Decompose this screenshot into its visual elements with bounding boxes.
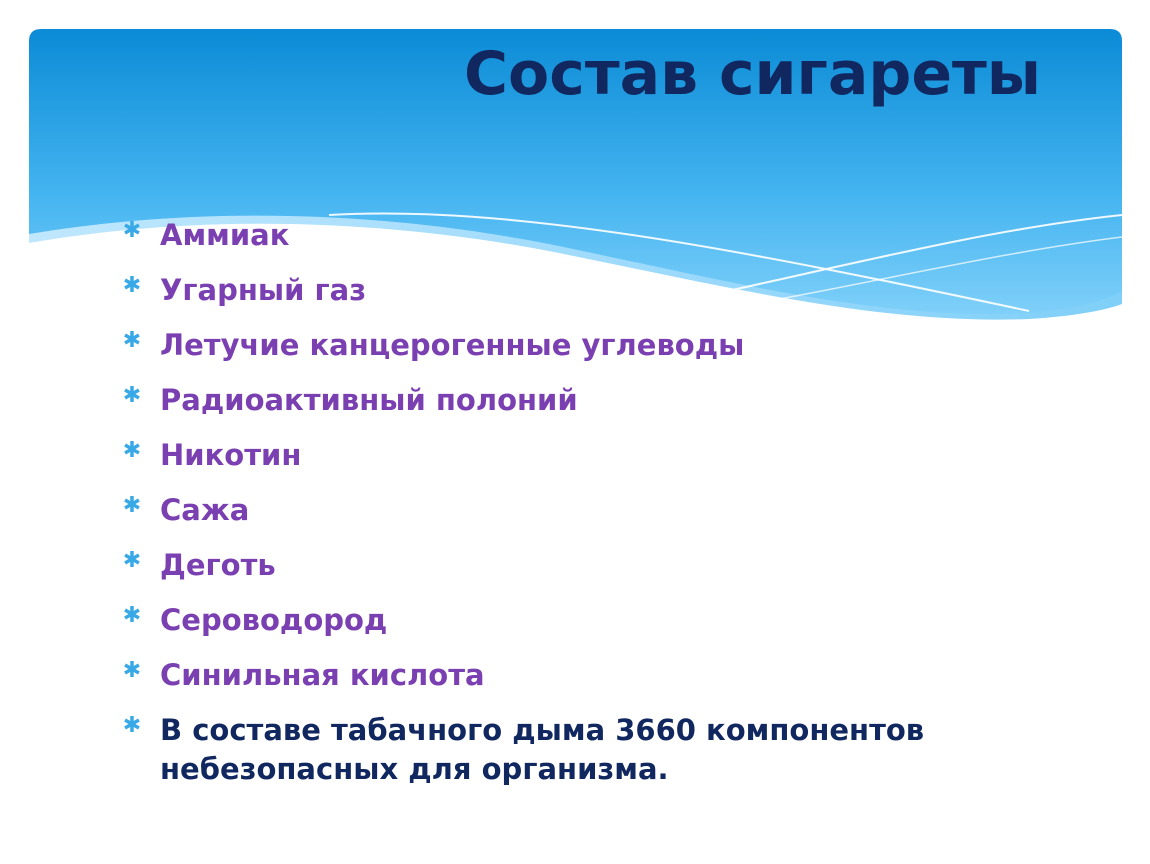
list-item-text: Угарный газ bbox=[160, 273, 367, 307]
title-area bbox=[0, 0, 1150, 120]
composition-list bbox=[122, 218, 1122, 810]
summary-text: В составе табачного дыма 3660 компонентов небезопасных для организма. bbox=[160, 713, 925, 786]
asterisk-bullet-icon: ✱ bbox=[122, 383, 142, 408]
list-item bbox=[122, 438, 1122, 472]
list-item bbox=[122, 218, 1122, 252]
asterisk-bullet-icon: ✱ bbox=[122, 713, 142, 738]
list-item-text: Радиоактивный полоний bbox=[160, 383, 578, 417]
asterisk-bullet-icon: ✱ bbox=[122, 328, 142, 353]
list-item-text: Сероводород bbox=[160, 603, 388, 637]
list-item bbox=[122, 658, 1122, 692]
list-item bbox=[122, 548, 1122, 582]
summary-list-item bbox=[122, 711, 940, 789]
list-item-text: Аммиак bbox=[160, 218, 290, 252]
asterisk-bullet-icon: ✱ bbox=[122, 273, 142, 298]
list-item bbox=[122, 603, 1122, 637]
list-item-text: Деготь bbox=[160, 548, 276, 582]
list-item bbox=[122, 383, 1122, 417]
list-item-text: Синильная кислота bbox=[160, 658, 485, 692]
list-item bbox=[122, 273, 1122, 307]
asterisk-bullet-icon: ✱ bbox=[122, 603, 142, 628]
asterisk-bullet-icon: ✱ bbox=[122, 218, 142, 243]
asterisk-bullet-icon: ✱ bbox=[122, 438, 142, 463]
list-item bbox=[122, 493, 1122, 527]
asterisk-bullet-icon: ✱ bbox=[122, 658, 142, 683]
asterisk-bullet-icon: ✱ bbox=[122, 548, 142, 573]
list-item-text: Никотин bbox=[160, 438, 302, 472]
list-item-text: Летучие канцерогенные углеводы bbox=[160, 328, 745, 362]
list-item-text: Сажа bbox=[160, 493, 250, 527]
slide-title: Состав сигареты bbox=[464, 39, 1042, 109]
list-item bbox=[122, 328, 1122, 362]
asterisk-bullet-icon: ✱ bbox=[122, 493, 142, 518]
